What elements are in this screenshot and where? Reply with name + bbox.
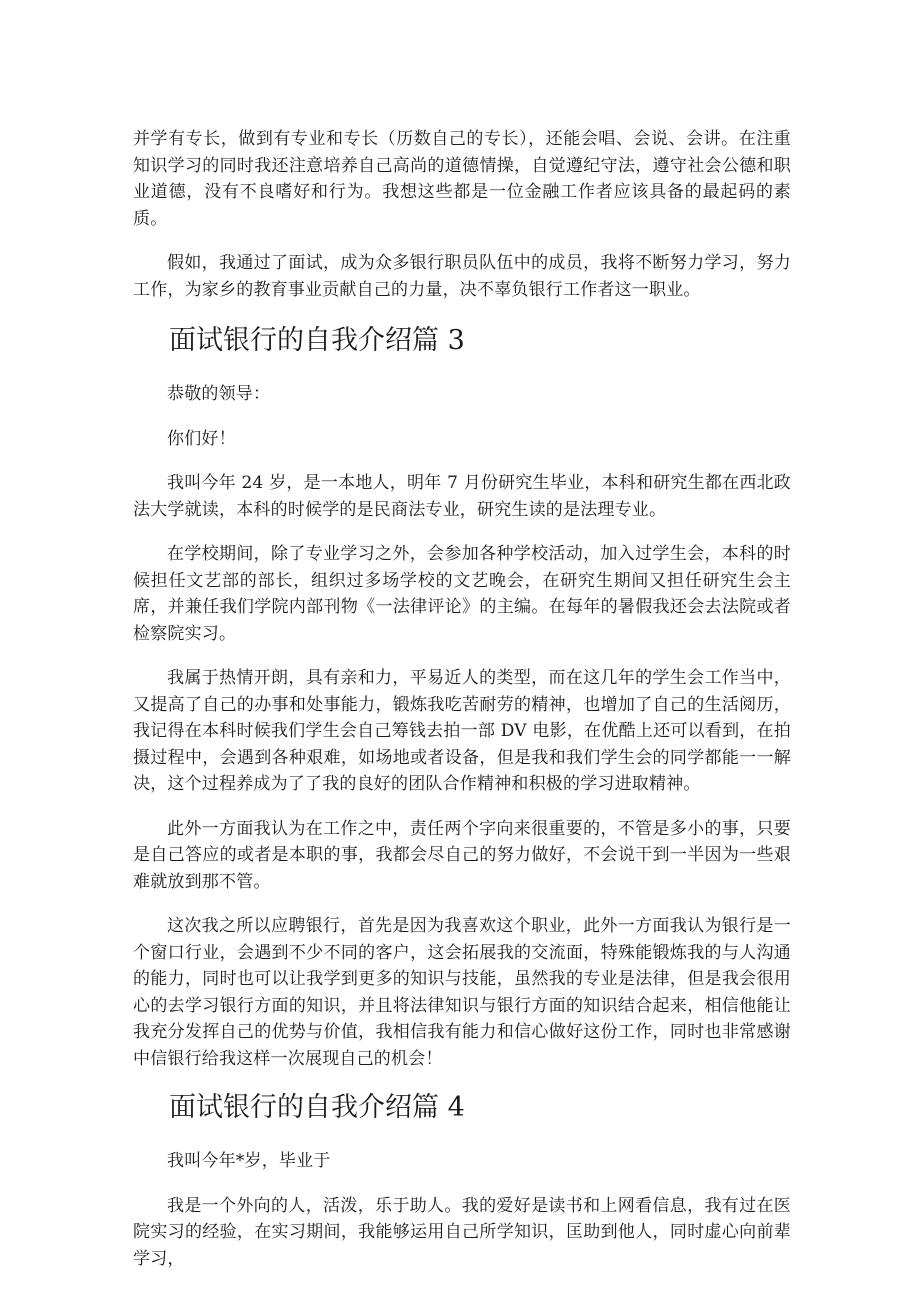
intro-paragraph-1: 并学有专长，做到有专业和专长（历数自己的专长），还能会唱、会说、会讲。在注重知识学习的同时我还注意培养自己高尚的道德情操，自觉遵纪守法，遵守社会公德和职业道德，没有不良嗜好和行为。我想这些都是一位金融工作者应该具备的最起码的素质。	[133, 129, 791, 229]
section-3-paragraph-3: 我属于热情开朗，具有亲和力，平易近人的类型，而在这几年的学生会工作当中，又提高了自己的办事和处事能力，锻炼我吃苦耐劳的精神，也增加了自己的生活阅历，我记得在本科时候我们学生会自己筹钱去拍一部 DV 电影，在优酷上还可以看到，在拍摄过程中，会遇到各种艰难，如场地或者设备，但是我和我们学生会的同学都能一一解决，这个过程养成为了了我的良好的团队合作精神和积极的学习进取精神。	[133, 668, 791, 794]
section-3-paragraph-1: 我叫今年 24 岁，是一本地人，明年 7 月份研究生毕业，本科和研究生都在西北政法大学就读，本科的时候学的是民商法专业，研究生读的是法理专业。	[133, 473, 791, 520]
section-3-paragraph-4: 此外一方面我认为在工作之中，责任两个字向来很重要的，不管是多小的事，只要是自己答应的或者是本职的事，我都会尽自己的努力做好，不会说干到一半因为一些艰难就放到那不管。	[133, 818, 791, 892]
section-3-paragraph-5: 这次我之所以应聘银行，首先是因为我喜欢这个职业，此外一方面我认为银行是一个窗口行业，会遇到不少不同的客户，这会拓展我的交流面，特殊能锻炼我的与人沟通的能力，同时也可以让我学到更多的知识与技能，虽然我的专业是法律，但是我会很用心的去学习银行方面的知识，并且将法律知识与银行方面的知识结合起来，相信他能让我充分发挥自己的优势与价值，我相信我有能力和信心做好这份工作，同时也非常感谢中信银行给我这样一次展现自己的机会！	[133, 916, 791, 1069]
section-3-title: 面试银行的自我介绍篇 3	[169, 325, 465, 356]
section-4-intro: 我叫今年*岁，毕业于	[167, 1151, 331, 1171]
section-3-paragraph-2: 在学校期间，除了专业学习之外，会参加各种学校活动，加入过学生会，本科的时候担任文艺部的部长，组织过多场学校的文艺晚会，在研究生期间又担任研究生会主席，并兼任我们学院内部刊物《一法律评论》的主编。在每年的暑假我还会去法院或者检察院实习。	[133, 544, 791, 644]
section-3-hello: 你们好！	[167, 428, 236, 449]
section-3-greeting: 恭敬的领导：	[167, 384, 271, 404]
section-4-paragraph-1: 我是一个外向的人，活泼，乐于助人。我的爱好是读书和上网看信息，我有过在医院实习的经验，在实习期间，我能够运用自己所学知识，匡助到他人，同时虚心向前辈学习，	[133, 1195, 791, 1269]
document-page	[133, 126, 791, 1272]
section-4-title: 面试银行的自我介绍篇 4	[169, 1092, 465, 1123]
intro-paragraph-2: 假如，我通过了面试，成为众多银行职员队伍中的成员，我将不断努力学习，努力工作，为家乡的教育事业贡献自己的力量，决不辜负银行工作者这一职业。	[133, 253, 791, 300]
